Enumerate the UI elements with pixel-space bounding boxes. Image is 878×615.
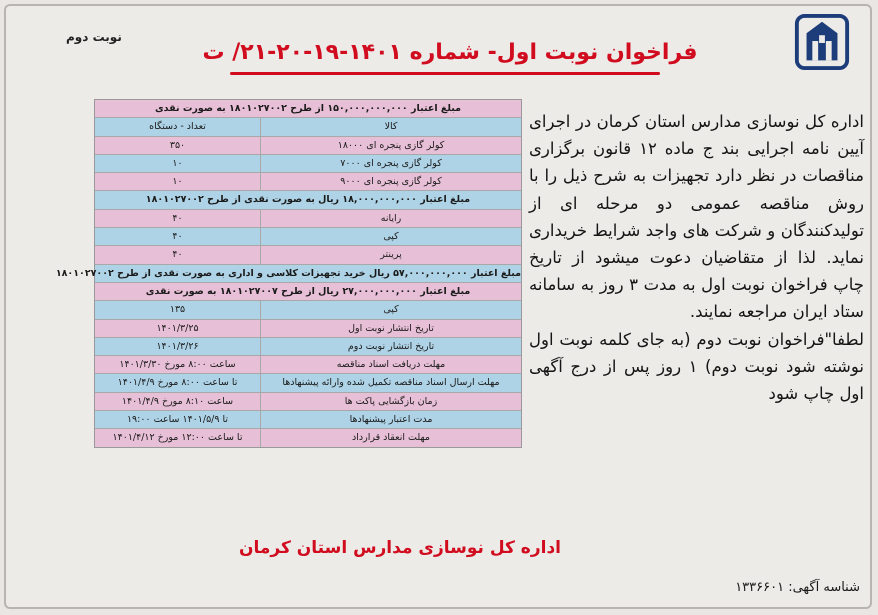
- table-row: [95, 393, 521, 411]
- table-item-cell: کپی: [260, 301, 521, 318]
- table-item-cell: تاریخ انتشار نوبت دوم: [260, 338, 521, 355]
- table-value-cell: تا ۱۴۰۱/۵/۹ ساعت ۱۹:۰۰: [126, 414, 229, 426]
- table-value-cell: ۱۰: [172, 176, 183, 188]
- table-row: [95, 118, 521, 136]
- table-value-cell: ۳۵۰: [169, 139, 186, 151]
- table-row: [55, 265, 521, 283]
- table-value-cell: ۴۰: [172, 231, 183, 243]
- table-row: [95, 155, 521, 173]
- table-row: [95, 429, 521, 446]
- table-value-cell: ۴۰: [172, 212, 183, 224]
- table-value-cell: ساعت ۸:۰۰ مورخ ۱۴۰۱/۳/۳۰: [119, 359, 236, 371]
- footer-organization: اداره کل نوسازی مدارس استان کرمان: [238, 538, 562, 558]
- table-budget-cell: مبلغ اعتبار ۱۸,۰۰۰,۰۰۰,۰۰۰ ریال به صورت نقدی از طرح ۱۸۰۱۰۲۷۰۰۲: [145, 194, 471, 206]
- table-value-cell: تا ساعت ۱۲:۰۰ مورخ ۱۴۰۱/۴/۱۲: [112, 432, 243, 444]
- table-row: [95, 301, 521, 319]
- table-row: [95, 228, 521, 246]
- table-item-cell: مدت اعتبار پیشنهادها: [260, 411, 521, 428]
- title-underline: [230, 72, 660, 75]
- table-row: [95, 173, 521, 191]
- table-item-cell: کولر گازی پنجره ای ۷۰۰۰: [260, 155, 521, 172]
- table-row: [95, 356, 521, 374]
- table-row: [95, 338, 521, 356]
- school-renovation-logo-icon: [793, 12, 851, 72]
- table-value-cell: ۱۴۰۱/۳/۲۶: [156, 340, 199, 352]
- table-value-cell: تا ساعت ۸:۰۰ مورخ ۱۴۰۱/۴/۹: [117, 377, 238, 389]
- table-item-cell: کولر گازی پنجره ای ۹۰۰۰: [260, 173, 521, 190]
- table-row: [95, 191, 521, 209]
- table-value-cell: ۱۴۰۱/۳/۲۵: [156, 322, 199, 334]
- table-item-cell: رایانه: [260, 210, 521, 227]
- notice-body: [529, 108, 864, 407]
- notice-paragraph-2: لطفا"فراخوان نوبت دوم (به جای کلمه نوبت اول نوشته شود نوبت دوم) ۱ روز پس از درج آگهی اول چاپ شود: [529, 329, 864, 404]
- table-row: [95, 137, 521, 155]
- table-budget-cell: مبلغ اعتبار ۲۷,۰۰۰,۰۰۰,۰۰۰ ریال از طرح ۱۸۰۱۰۲۷۰۰۷ به صورت نقدی: [145, 285, 471, 297]
- table-value-cell: ۱۳۵: [169, 304, 186, 316]
- table-row: [95, 246, 521, 264]
- table-row: [95, 100, 521, 118]
- table-item-cell: مهلت انعقاد قرارداد: [260, 429, 521, 446]
- table-row: [95, 320, 521, 338]
- second-round-tag: نوبت دوم: [66, 30, 122, 44]
- table-value-cell: ۱۰: [172, 157, 183, 169]
- table-budget-cell: مبلغ اعتبار ۱۵۰,۰۰۰,۰۰۰,۰۰۰ از طرح ۱۸۰۱۰۲۷۰۰۲ به صورت نقدی: [154, 103, 462, 114]
- table-item-cell: زمان بازگشایی پاکت ها: [260, 393, 521, 410]
- table-item-cell: کپی: [260, 228, 521, 245]
- table-item-cell: مهلت ارسال اسناد مناقصه تکمیل شده وارائه پیشنهادها: [260, 374, 521, 391]
- table-row: [95, 374, 521, 392]
- table-value-cell: تعداد - دستگاه: [149, 121, 206, 133]
- table-item-cell: مهلت دریافت اسناد مناقصه: [260, 356, 521, 373]
- table-budget-cell: مبلغ اعتبار ۵۷,۰۰۰,۰۰۰,۰۰۰ ریال خرید تجهیزات کلاسی و اداری به صورت نقدی از طرح ۱۸۰۱۰۲۷۰۰۲: [55, 267, 521, 279]
- table-item-cell: کولر گازی پنجره ای ۱۸۰۰۰: [260, 137, 521, 154]
- table-row: [95, 411, 521, 429]
- table-item-cell: کالا: [260, 118, 521, 135]
- organization-logo: [778, 12, 866, 98]
- table-item-cell: پرینتر: [260, 246, 521, 263]
- notice-title: فراخوان نوبت اول- شماره ۱۴۰۱-۱۹-۲۰-۲۱/ ت: [202, 40, 698, 65]
- notice-paragraph-1: اداره کل نوسازی مدارس استان کرمان در اجرای آیین نامه اجرایی بند ج ماده ۱۲ قانون برگزاری مناقصات در نظر دارد تجهیزات به شرح ذیل را با روش مناقصه عمومی دو مرحله ای از تولیدکنندگان و شرکت های واجد شرایط خریداری نماید. لذا از متقاضیان دعوت میشود از تاریخ چاپ فراخوان نوبت اول به مدت ۳ روز به سامانه ستاد ایران مراجعه نمایند.: [529, 112, 865, 322]
- table-value-cell: ساعت ۸:۱۰ مورخ ۱۴۰۱/۴/۹: [121, 395, 234, 407]
- ad-identifier: شناسه آگهی: ۱۳۳۶۶۰۱: [735, 580, 860, 595]
- table-row: [95, 210, 521, 228]
- tender-table: [55, 99, 522, 448]
- table-row: [95, 283, 521, 301]
- table-value-cell: ۴۰: [172, 249, 183, 261]
- table-item-cell: تاریخ انتشار نوبت اول: [260, 320, 521, 337]
